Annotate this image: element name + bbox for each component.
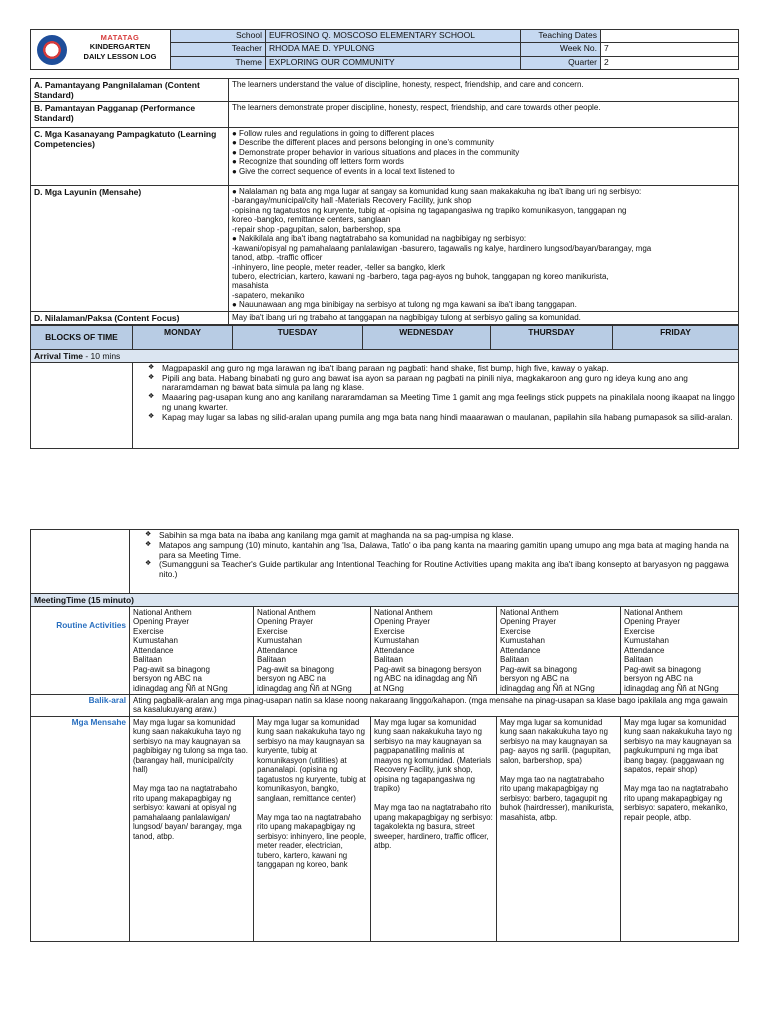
layunin-line: -inhinyero, line people, meter reader, -teller sa bangko, klerk <box>232 262 445 272</box>
routine-line: Exercise <box>624 626 655 636</box>
routine-line: Opening Prayer <box>500 617 557 627</box>
routine-line: Attendance <box>133 645 174 655</box>
layunin-line: ● Nalalaman ng bata ang mga lugar at sangay sa komunidad kung saan makakakuha ng iba't ibang uri ng serbisyo: <box>232 187 642 197</box>
balik-aral-text: Ating pagbalik-aralan ang mga pinag-usapan natin sa klase noong nakaraang linggo/kahapon. (mga mensahe na pinag-usapan sa klase bago ipakilala ang mga gawain sa kasalukuyang araw.) <box>130 694 739 716</box>
blocks-table <box>30 325 739 449</box>
blocks-of-time-label: BLOCKS OF TIME <box>31 325 133 349</box>
layunin-line: -kawani/opisyal ng pamahalaang panlalawigan -basurero, tagawalis ng kalye, hardinero lungsod/bayan/barangay, mga <box>232 243 652 253</box>
routine-monday <box>130 607 254 695</box>
day-monday: MONDAY <box>133 325 233 349</box>
routine-line: idinagdag ang Ññ at NGng <box>500 683 595 693</box>
routine-line: National Anthem <box>257 608 316 618</box>
deped-seal-icon <box>37 35 67 65</box>
routine-activities-label: Routine Activities <box>31 607 130 695</box>
routine-wednesday <box>371 607 497 695</box>
mensahe-wednesday: May mga lugar sa komunidad kung saan nakakukuha tayo ng serbisyo na may kaugnayan sa pagpapanatiling malinis at maayos ng komunidad. (Materials Recovery Facility, junk shop, opisina ng tagapangasiwa ng trapiko) May mga tao na nagtatrabaho rito upang makapagbigay ng serbisyo: tagakolekta ng basura, street sweeper, hardinero, traffic officer, atbp. <box>371 716 497 941</box>
routine-line: Pag-awit sa binagong <box>500 664 577 674</box>
layunin-list <box>229 186 739 312</box>
layunin-line: masahista <box>232 281 269 291</box>
arrival-item: ❖ Maaaring pag-usapan kung ano ang kanilang nararamdaman sa Meeting Time 1 gamit ang mga feelings stick puppets na pinakilala noong ikaapat na linggo ng unang kwarter. <box>136 393 735 413</box>
routine-line: Kumustahan <box>133 636 178 646</box>
routine-line: National Anthem <box>500 608 559 618</box>
routine-line: Attendance <box>500 645 541 655</box>
routine-line: idinagdag ang Ññ at NGng <box>133 683 228 693</box>
mga-mensahe-label: Mga Mensahe <box>31 716 130 941</box>
routine-line: idinagdag ang Ññ at NGng <box>624 683 719 693</box>
routine-line: Exercise <box>374 626 405 636</box>
routine-line: Opening Prayer <box>133 617 190 627</box>
routine-line: Pag-awit sa binagong <box>624 664 701 674</box>
routine-line: ng ABC na idinagdag ang Ññ <box>374 674 478 684</box>
week-label: Week No. <box>521 43 601 56</box>
routine-line: National Anthem <box>133 608 192 618</box>
routine-line: Kumustahan <box>374 636 419 646</box>
arrival-left-cell <box>31 362 133 448</box>
competency-item: ● Follow rules and regulations in going to different places <box>232 129 435 139</box>
routine-line: Kumustahan <box>257 636 302 646</box>
routine-line: Balitaan <box>374 655 403 665</box>
layunin-line: tubero, electrician, kartero, kawani ng -barbero, taga pag-ayos ng buhok, tanggapan ng koreo manikurista, <box>232 271 609 281</box>
routine-line: Attendance <box>624 645 665 655</box>
arrival-item: ❖ Kapag may lugar sa labas ng silid-aralan upang pumila ang mga bata nang hindi maaarawan o maulanan, papilahin sila habang pumapasok sa silid-aralan. <box>136 413 735 423</box>
routine-line: Attendance <box>374 645 415 655</box>
arrival-item: ❖ (Sumangguni sa Teacher's Guide partikular ang Intentional Teaching for Routine Activities upang makita ang iba't ibang konsepto at baryasyon ng paggawa nito.) <box>133 560 735 580</box>
theme-label: Theme <box>171 56 266 69</box>
arrival-item: ❖ Pipili ang bata. Habang binabati ng guro ang bawat isa ayon sa paraan ng pagbati na pinili niya, magkakaroon ang guro ng ideya kung ano ang nararamdaman ng bawat bata simula pa lang ng klase. <box>136 374 735 394</box>
routine-line: Opening Prayer <box>624 617 681 627</box>
performance-standard-label: B. Pamantayan Pagganap (Performance Standard) <box>31 102 229 128</box>
quarter-value: 2 <box>601 56 739 69</box>
layunin-label: D. Mga Layunin (Mensahe) <box>31 186 229 312</box>
mensahe-monday: May mga lugar sa komunidad kung saan nakakukuha tayo ng serbisyo na may kaugnayan sa pagbibigay ng tulong sa mga tao. (barangay hall, municipal/city hall) May mga tao na nagtatrabaho rito upang makapagbigay ng serbisyo: kawani at opisyal ng pamahalaang panlalawigan/ lungsod/ bayan/ barangay, mga tanod, atbp. <box>130 716 254 941</box>
competency-item: ● Give the correct sequence of events in a local text listened to <box>232 166 455 176</box>
school-value: EUFROSINO Q. MOSCOSO ELEMENTARY SCHOOL <box>266 30 521 43</box>
header-block <box>30 29 738 70</box>
performance-standard-text: The learners demonstrate proper discipline, honesty, respect, friendship, and care towards other people. <box>229 102 739 128</box>
layunin-line: koreo -bangko, remittance centers, sanglaan <box>232 215 391 225</box>
header-table <box>30 29 739 70</box>
layunin-line: -opisina ng tagatustos ng kuryente, tubig at -opisina ng tagapangasiwa ng trapiko komunikasyon, tanggapan ng <box>232 205 627 215</box>
arrival-cont-left <box>31 530 130 594</box>
competency-item: ● Recognize that sounding off letters form words <box>232 157 404 167</box>
competencies-label: C. Mga Kasanayang Pampagkatuto (Learning Competencies) <box>31 128 229 186</box>
routine-tuesday <box>254 607 371 695</box>
dates-value <box>601 30 739 43</box>
meeting-time-header: MeetingTime (15 minuto) <box>31 594 739 607</box>
logo-kindergarten: KINDERGARTEN <box>89 42 151 52</box>
routine-line: Opening Prayer <box>374 617 431 627</box>
routine-line: Pag-awit sa binagong <box>257 664 334 674</box>
layunin-line: tanod, atbp. -traffic officer <box>232 253 323 263</box>
arrival-time-duration: - 10 mins <box>82 350 121 361</box>
arrival-continued <box>130 530 739 594</box>
logo-dll: DAILY LESSON LOG <box>83 51 157 61</box>
logo-cell <box>31 30 171 70</box>
layunin-line: -barangay/municipal/city hall -Materials Recovery Facility, junk shop <box>232 196 472 206</box>
day-thursday: THURSDAY <box>491 325 613 349</box>
day-wednesday: WEDNESDAY <box>363 325 491 349</box>
routine-line: bersyon ng ABC na <box>500 674 569 684</box>
theme-value: EXPLORING OUR COMMUNITY <box>266 56 521 69</box>
content-focus-label: D. Nilalaman/Paksa (Content Focus) <box>31 311 229 324</box>
routine-line: Kumustahan <box>624 636 669 646</box>
content-standard-text: The learners understand the value of discipline, honesty, respect, friendship, and care and concern. <box>229 79 739 102</box>
routine-line: Opening Prayer <box>257 617 314 627</box>
routine-line: at NGng <box>374 683 404 693</box>
logo-matatag: MATATAG <box>100 33 140 42</box>
routine-line: idinagdag ang Ññ at NGng <box>257 683 352 693</box>
routine-friday <box>621 607 739 695</box>
page-one <box>30 29 738 449</box>
balik-aral-label: Balik-aral <box>31 694 130 716</box>
layunin-line: ● Nauunawaan ang mga binibigay na serbisyo at tulong ng mga kawani sa iba't ibang tanggapan. <box>232 300 577 310</box>
routine-line: bersyon ng ABC na <box>257 674 326 684</box>
routine-line: Pag-awit sa binagong <box>133 664 210 674</box>
teacher-label: Teacher <box>171 43 266 56</box>
day-friday: FRIDAY <box>613 325 739 349</box>
routine-line: Pag-awit sa binagong bersyon <box>374 664 482 674</box>
routine-line: Kumustahan <box>500 636 545 646</box>
dates-label: Teaching Dates <box>521 30 601 43</box>
competency-item: ● Demonstrate proper behavior in various situations and places in the community <box>232 147 520 157</box>
meeting-table <box>30 529 739 942</box>
layunin-line: -sapatero, mekaniko <box>232 290 305 300</box>
routine-line: Balitaan <box>133 655 162 665</box>
arrival-time-header <box>31 349 739 362</box>
layunin-line: ● Nakikilala ang iba't ibang nagtatrabaho sa komunidad na nagbibigay ng serbisyo: <box>232 234 527 244</box>
mensahe-tuesday: May mga lugar sa komunidad kung saan nakakukuha tayo ng serbisyo na may kaugnayan sa kuryente, tubig at komunikasyon (utilities) at pananalapi. (opisina ng tagatustos ng kuryente, tubig at komunikasyon, bangko, sanglaan, remittance center) May mga tao na nagtatrabaho rito upang makapagbigay ng serbisyo: inhinyero, line people, meter reader, electrician, tubero, kartero, kawani ng tanggapan ng koreo, bank <box>254 716 371 941</box>
arrival-item: ❖ Sabihin sa mga bata na ibaba ang kanilang mga gamit at maghanda na sa pag-umpisa ng klase. <box>133 531 735 541</box>
competency-item: ● Describe the different places and persons belonging in one's community <box>232 138 494 148</box>
routine-line: Balitaan <box>257 655 286 665</box>
arrival-item: ❖ Matapos ang sampung (10) minuto, kantahin ang 'Isa, Dalawa, Tatlo' o iba pang kanta na maaring gamitin upang umupo ang mga bata at maging handa na para sa Meeting Time. <box>133 541 735 561</box>
week-value: 7 <box>601 43 739 56</box>
mensahe-thursday: May mga lugar sa komunidad kung saan nakakukuha tayo ng serbisyo na may kaugnayan sa pag- aayos ng sarili. (pagupitan, salon, barbershop, spa) May mga tao na nagtatrabaho rito upang makapagbigay ng serbisyo: barbero, tagagupit ng buhok (hairdresser), manikurista, masahista, atbp. <box>497 716 621 941</box>
routine-line: Exercise <box>133 626 164 636</box>
routine-line: Attendance <box>257 645 298 655</box>
routine-line: bersyon ng ABC na <box>624 674 693 684</box>
school-label: School <box>171 30 266 43</box>
arrival-activities <box>133 362 739 448</box>
quarter-label: Quarter <box>521 56 601 69</box>
logo-text <box>75 33 165 61</box>
day-tuesday: TUESDAY <box>233 325 363 349</box>
mensahe-friday: May mga lugar sa komunidad kung saan nakakukuha tayo ng serbisyo na may kaugnayan sa pagkukumpuni ng mga ibat ibang bagay. (paggawaan ng sapatos, repair shop) May mga tao na nagtatrabaho rito upang makapagbigay ng serbisyo: sapatero, mekaniko, repair people, atbp. <box>621 716 739 941</box>
routine-line: Exercise <box>500 626 531 636</box>
routine-line: National Anthem <box>624 608 683 618</box>
routine-thursday <box>497 607 621 695</box>
arrival-item: ❖ Magpapaskil ang guro ng mga larawan ng iba't ibang paraan ng pagbati: hand shake, fist bump, high five, kaway o yakap. <box>136 364 735 374</box>
routine-line: National Anthem <box>374 608 433 618</box>
routine-line: Exercise <box>257 626 288 636</box>
teacher-value: RHODA MAE D. YPULONG <box>266 43 521 56</box>
routine-line: Balitaan <box>500 655 529 665</box>
routine-line: Balitaan <box>624 655 653 665</box>
content-focus-text: May iba't ibang uri ng trabaho at tanggapan na nagbibigay tulong at serbisyo galing sa komunidad. <box>229 311 739 324</box>
arrival-time-label: Arrival Time <box>34 350 83 361</box>
page-two <box>30 529 738 942</box>
layunin-line: -repair shop -pagupitan, salon, barbershop, spa <box>232 224 401 234</box>
standards-table <box>30 78 739 325</box>
routine-line: bersyon ng ABC na <box>133 674 202 684</box>
content-standard-label: A. Pamantayang Pangnilalaman (Content Standard) <box>31 79 229 102</box>
competencies-list <box>229 128 739 186</box>
